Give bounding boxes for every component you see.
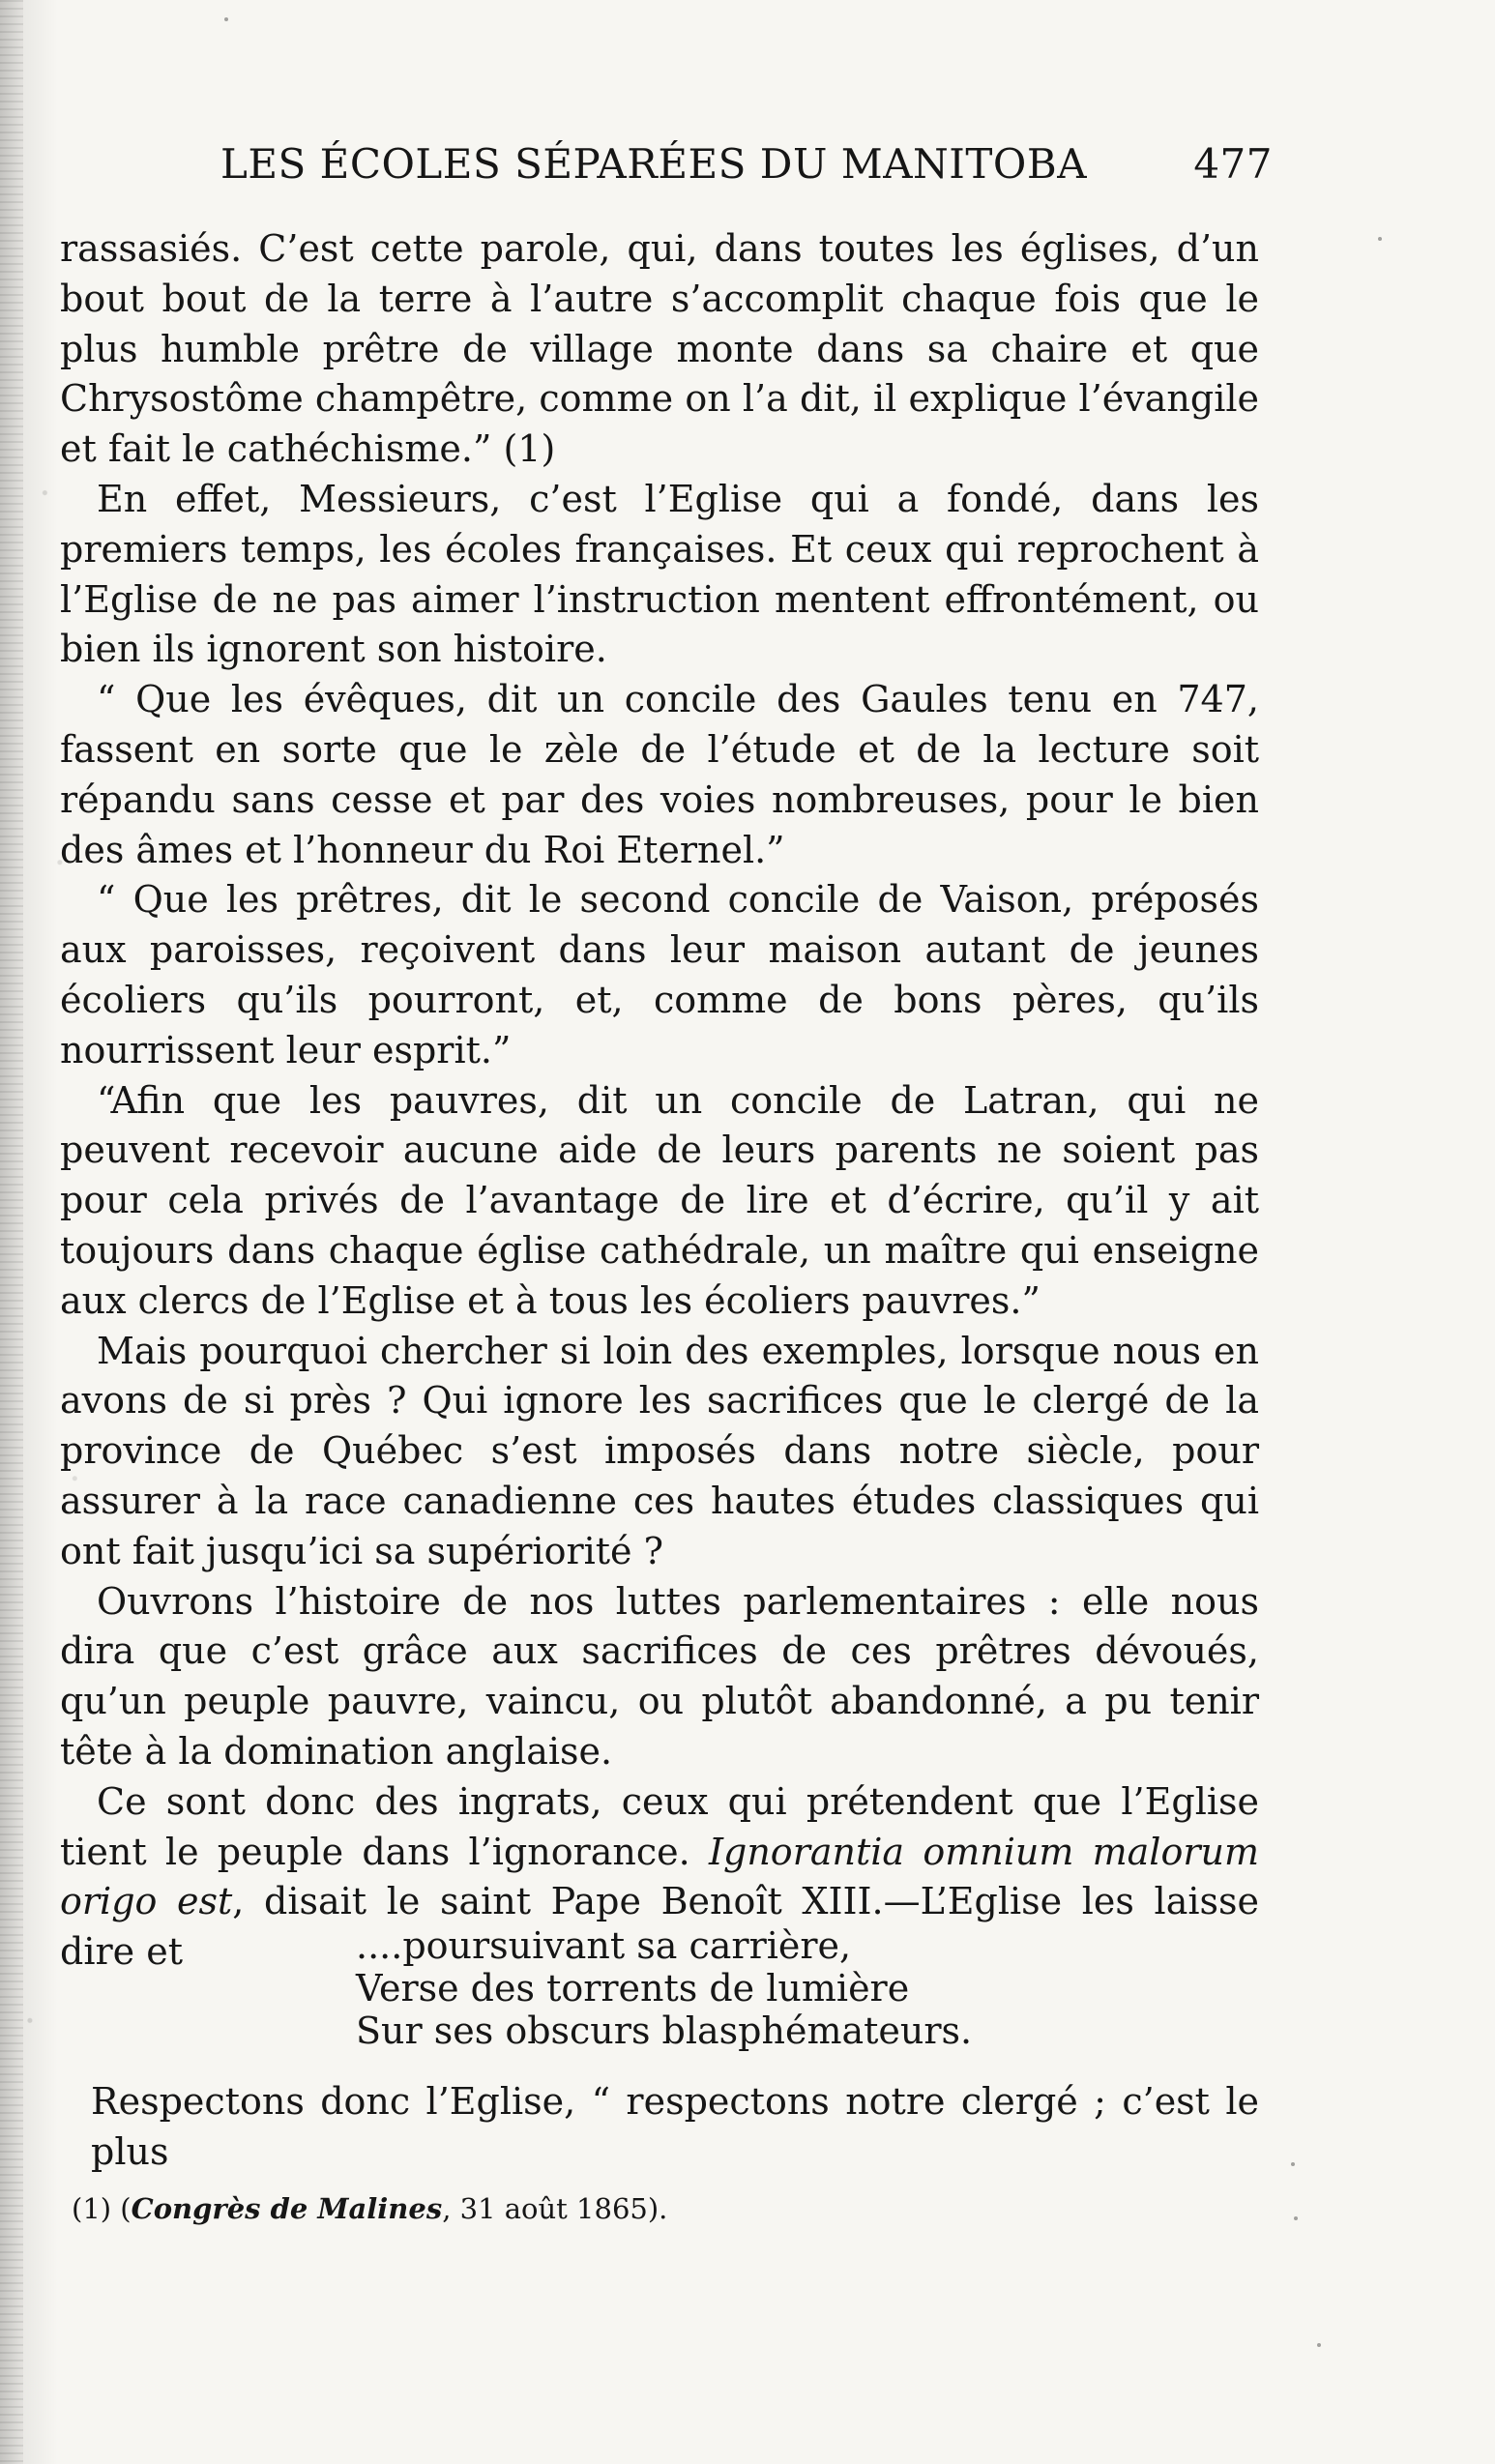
binding-shadow (0, 0, 23, 2464)
main-text (60, 224, 1259, 1978)
verse-quote (356, 1924, 1033, 2052)
footnote-date: , 31 août 1865). (442, 2192, 668, 2225)
paragraph-8-start: Ce sont donc des ingrats, ceux qui prétendent que l’Eglise tient le peuple dans l’ignorance. (60, 1779, 1259, 1873)
page-number: 477 (1193, 140, 1273, 188)
paragraph-3: “ Que les évêques, dit un concile des Gaules tenu en 747, fassent en sorte que le zèle de l’étude et de la lecture soit répandu sans cesse et par des voies nombreuses, pour le bien des âmes et l’honneur du Roi Eternel.” (60, 678, 1259, 871)
page-title: LES ÉCOLES SÉPARÉES DU MANITOBA (220, 140, 1088, 188)
paragraph-7: Ouvrons l’histoire de nos luttes parlementaires : elle nous dira que c’est grâce aux sacrifices de ces prêtres dévoués, qu’un peuple pauvre, vaincu, ou plutôt abandonné, a pu tenir tête à la domination anglaise. (60, 1579, 1259, 1773)
verse-line-3: Sur ses obscurs blasphémateurs. (356, 2009, 973, 2052)
paragraph-8-end: , disait le saint Pape Benoît XIII.—L’Eglise les laisse dire et (60, 1880, 1259, 1974)
scan-speck (1294, 2216, 1298, 2220)
footnote-source: Congrès de Malines (131, 2192, 443, 2225)
paragraph-6: Mais pourquoi chercher si loin des exemples, lorsque nous en avons de si près ? Qui ignore les sacrifices que le clergé de la province de Québec s’est imposés dans notre siècle, pour assurer à la race canadienne ces hautes études classiques qui ont fait jusqu’ici sa supériorité ? (60, 1329, 1259, 1572)
paragraph-2: En effet, Messieurs, c’est l’Eglise qui a fondé, dans les premiers temps, les écoles françaises. Et ceux qui reprochent à l’Eglise de ne pas aimer l’instruction mentent effrontément, ou bien ils ignorent son histoire. (60, 477, 1259, 671)
footnote (72, 2191, 942, 2226)
paragraph-1: rassasiés. C’est cette parole, qui, dans toutes les églises, d’un bout bout de la terre à l’autre s’accomplit chaque fois que le plus humble prêtre de village monte dans sa chaire et que Chrysostôme champêtre, comme on l’a dit, il explique l’évangile et fait le cathéchisme.” (1) (60, 227, 1259, 471)
scan-speck (1317, 2343, 1321, 2347)
running-head (220, 140, 1273, 198)
closing-line: Respectons donc l’Eglise, “ respectons notre clergé ; c’est le plus (91, 2080, 1259, 2173)
scan-speck (1378, 237, 1382, 241)
verse-line-1: ....poursuivant sa carrière, (356, 1924, 852, 1967)
footnote-marker: (1) ( (72, 2192, 132, 2225)
scan-speck (224, 17, 228, 21)
paragraph-4: “ Que les prêtres, dit le second concile de Vaison, préposés aux paroisses, reçoivent dans leur maison autant de jeunes écoliers qu’ils pourront, et, comme de bons pères, qu’ils nourrissent leur esprit.” (60, 878, 1259, 1071)
paragraph-5: “Afin que les pauvres, dit un concile de Latran, qui ne peuvent recevoir aucune aide de leurs parents ne soient pas pour cela privés de l’avantage de lire et d’écrire, qu’il y ait toujours dans chaque église cathédrale, un maître qui enseigne aux clercs de l’Eglise et à tous les écoliers pauvres.” (60, 1078, 1259, 1322)
latin-quote: Ignorantia omnium malorum origo est (60, 1830, 1260, 1923)
verse-line-2: Verse des torrents de lumière (356, 1967, 910, 2009)
scan-speck (1291, 2162, 1295, 2166)
